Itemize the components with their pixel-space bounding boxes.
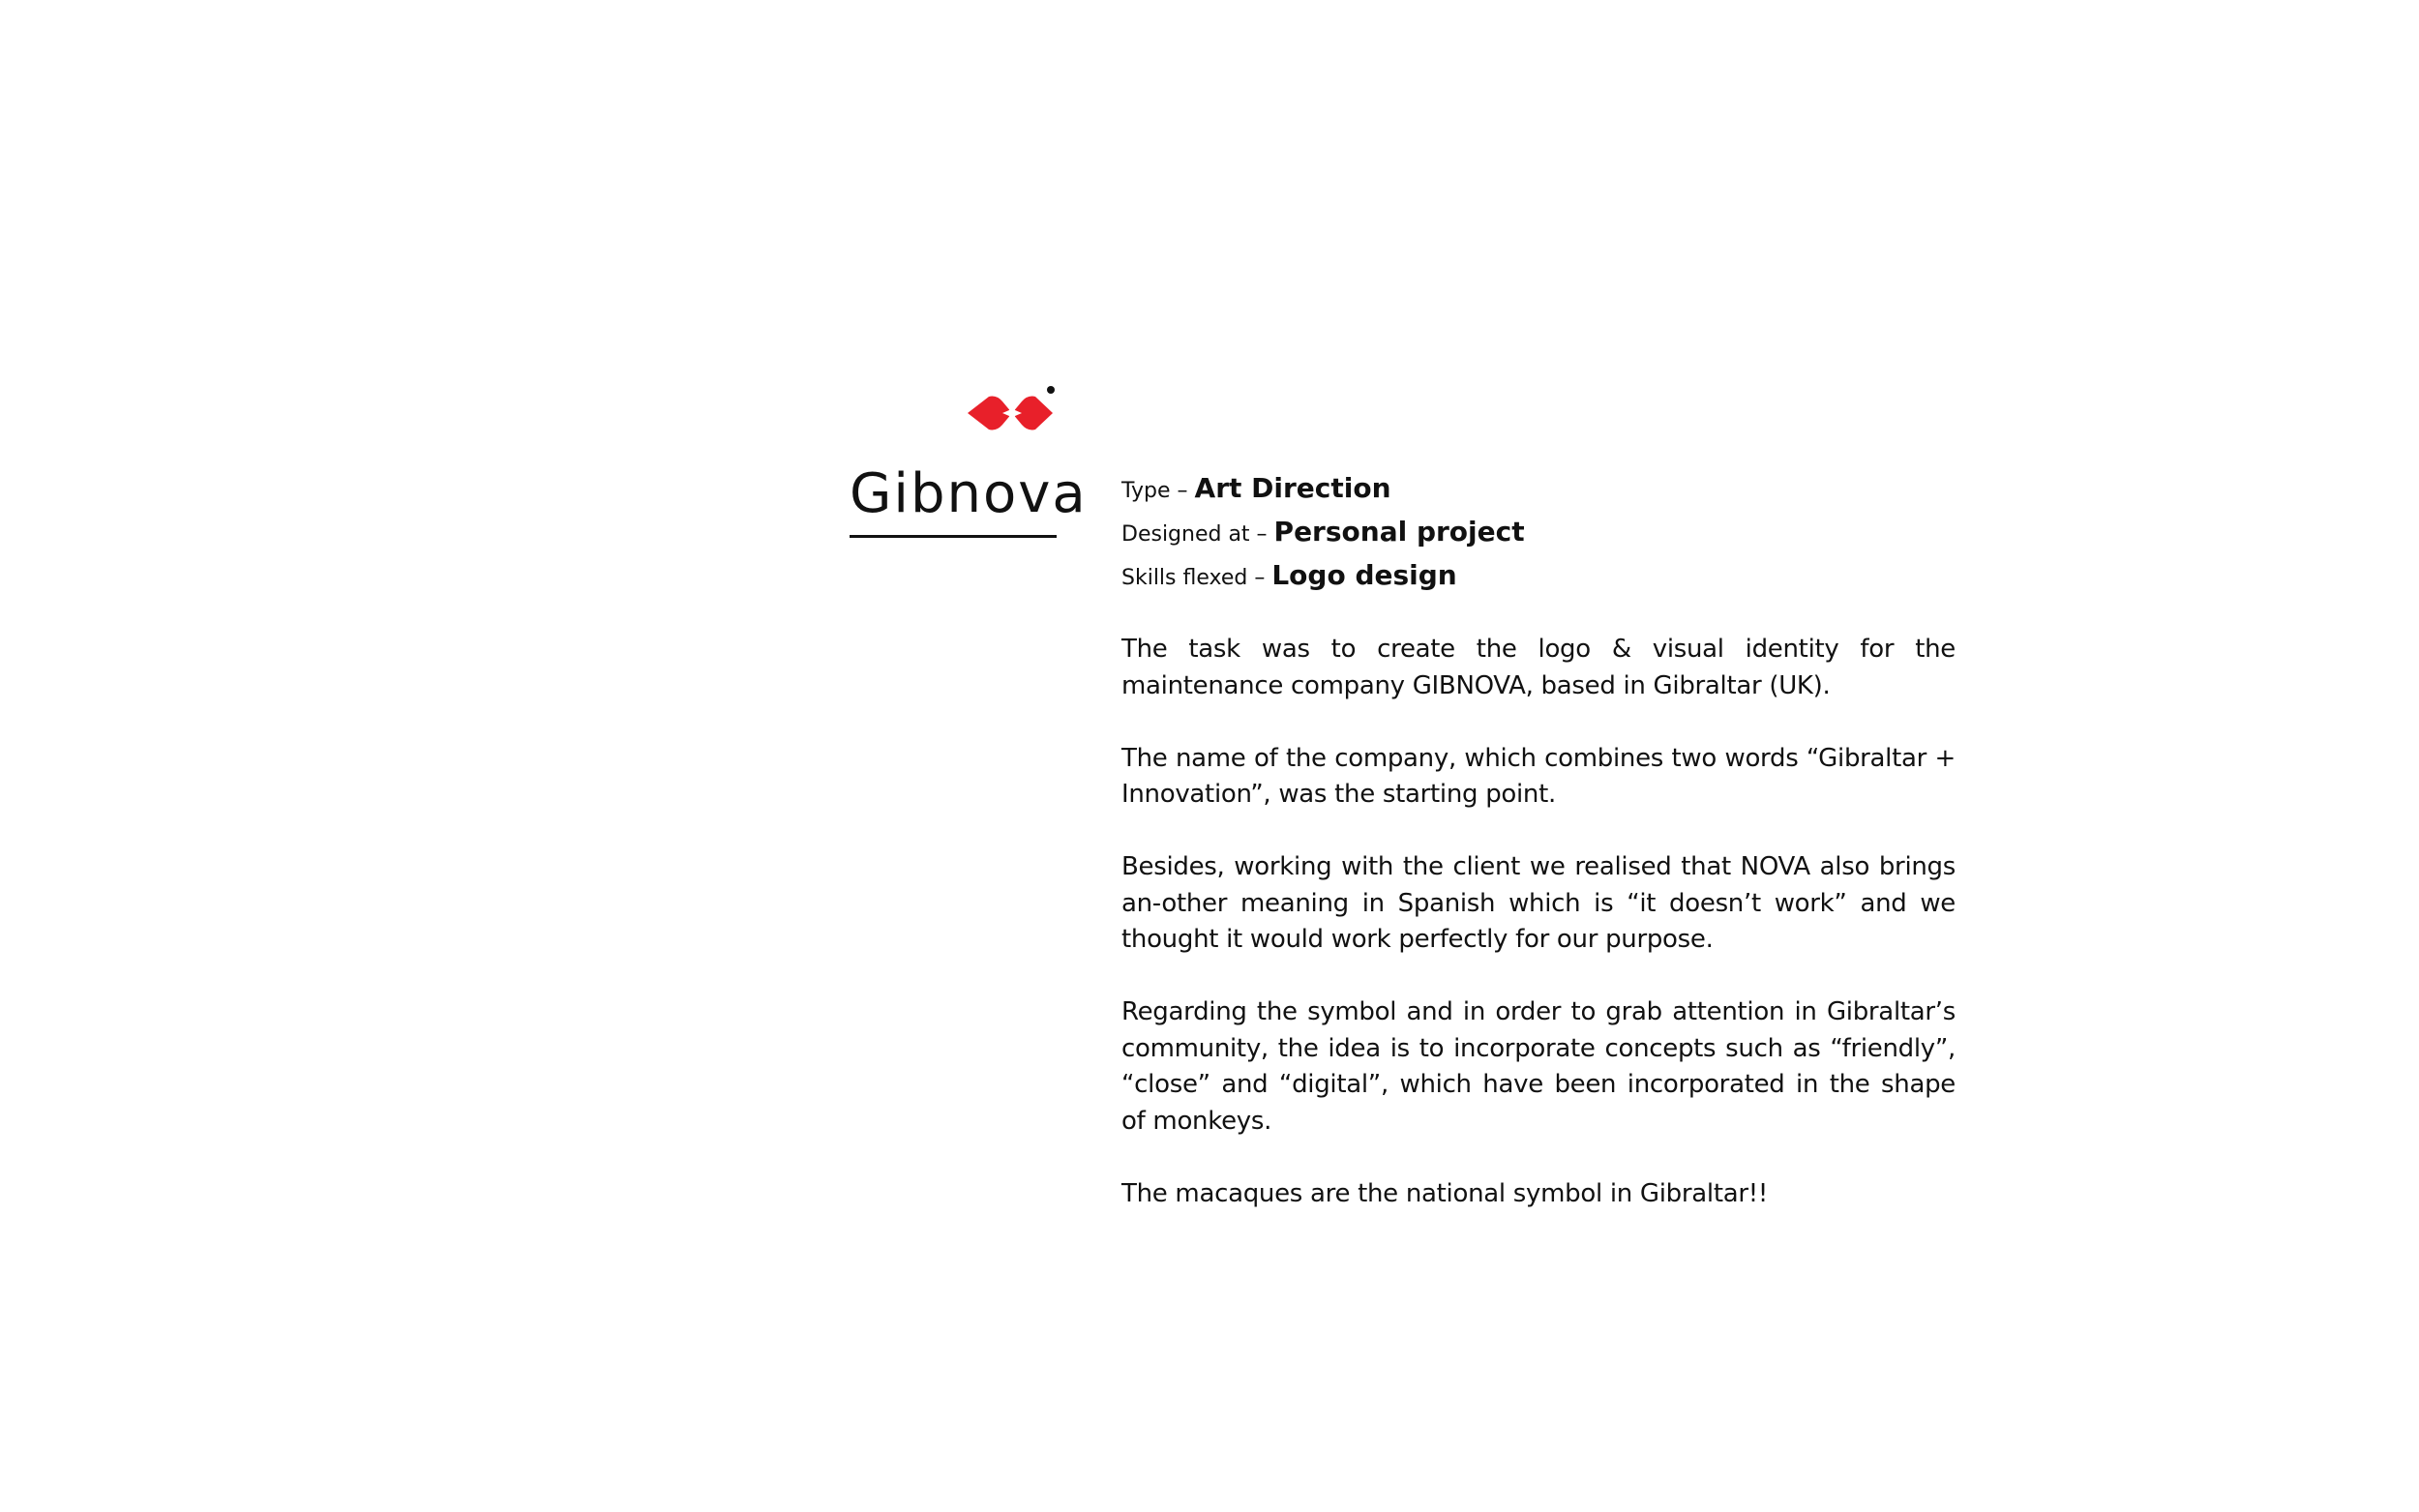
meta-row-type xyxy=(1121,466,1956,510)
brand-name: Gibnova xyxy=(850,462,1088,525)
meta-key: Skills flexed – xyxy=(1121,566,1272,590)
meta-key: Type – xyxy=(1121,479,1195,503)
meta-value: Logo design xyxy=(1271,559,1457,591)
brand-underline xyxy=(850,535,1057,538)
meta-value: Art Direction xyxy=(1194,472,1391,504)
project-description xyxy=(1121,632,1956,1249)
meta-value: Personal project xyxy=(1273,516,1525,548)
description-paragraph: Regarding the symbol and in order to grab attention in Gibraltar’s community, the idea is to incorporate concepts such as “friendly”, “close” and “digital”, which have been incorporated in the shape of monkeys. xyxy=(1121,997,1956,1136)
description-paragraph: The macaques are the national symbol in Gibraltar!! xyxy=(1121,1178,1768,1208)
gibnova-logo-icon xyxy=(968,383,1057,443)
project-meta xyxy=(1121,466,1956,597)
meta-row-designed-at xyxy=(1121,510,1956,553)
meta-row-skills xyxy=(1121,553,1956,597)
description-paragraph: The name of the company, which combines two words “Gibraltar + Innovation”, was the starting point. xyxy=(1121,743,1956,809)
logo-dot xyxy=(1047,386,1055,394)
description-paragraph: Besides, working with the client we realised that NOVA also brings an-other meaning in Spanish which is “it doesn’t work” and we thought it would work perfectly for our purpose. xyxy=(1121,852,1956,954)
meta-key: Designed at – xyxy=(1121,522,1274,547)
description-paragraph: The task was to create the logo & visual identity for the maintenance company GIBNOVA, based in Gibraltar (UK). xyxy=(1121,635,1956,700)
